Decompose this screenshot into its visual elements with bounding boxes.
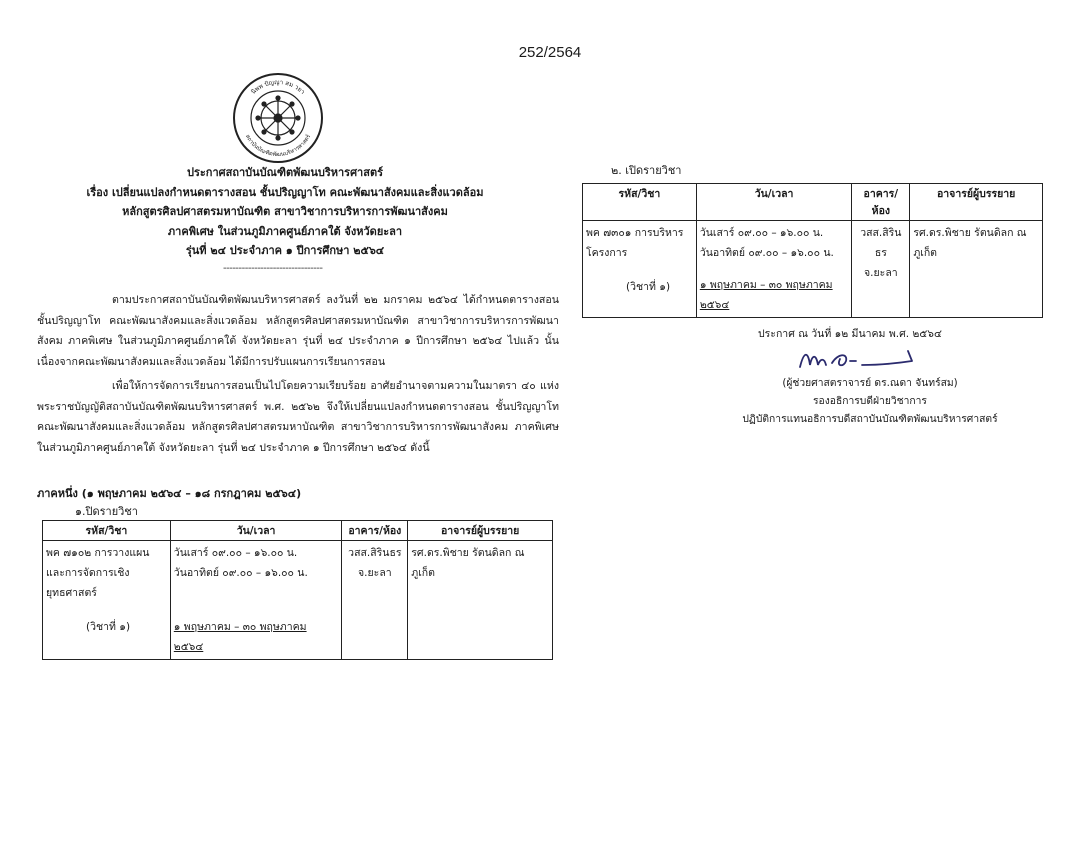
room-line: วสส.สิรินธร	[348, 547, 402, 559]
room-line: วสส.สิรินธร	[860, 227, 902, 259]
date-range: ๑ พฤษภาคม – ๓๐ พฤษภาคม ๒๕๖๔	[173, 621, 307, 653]
document-number: 252/2564	[518, 44, 582, 61]
course-code-cell	[43, 541, 171, 660]
announcement-header	[70, 163, 500, 261]
course-code-line: พค ๗๓๐๑ การบริหาร	[586, 227, 684, 239]
table-header-row	[43, 521, 553, 541]
header-line-4: ภาคพิเศษ ในส่วนภูมิภาคศูนย์ภาคใต้ จังหวัดยะลา	[167, 224, 403, 238]
handwritten-signature	[796, 345, 916, 375]
signer-position: รองอธิการบดีฝ่ายวิชาการ	[813, 395, 927, 407]
seal-top-text: นิพพ ปัญญา สม วยา	[250, 78, 307, 96]
header-room: อาคาร/ห้อง	[852, 184, 910, 221]
header-lecturer: อาจารย์ผู้บรรยาย	[910, 184, 1043, 221]
body-paragraph-1: ตามประกาศสถาบันบัณฑิตพัฒนบริหารศาสตร์ ลงวันที่ ๒๒ มกราคม ๒๕๖๔ ได้กำหนดตารางสอนชั้นปริญญาโท คณะพัฒนาสังคมและสิ่งแวดล้อม หลักสูตรศิลปศาสตรมหาบัณฑิต สาขาวิชาการบริหารการพัฒนาสังคม ภาคพิเศษ ในส่วนภูมิภาคศูนย์ภาคใต้ จังหวัดยะลา รุ่นที่ ๒๔ ประจำภาค ๑ ปีการศึกษา ๒๕๖๔ ไปแล้ว นั้น เนื่องจากคณะพัฒนาสังคมและสิ่งแวดล้อม ได้มีการปรับแผนการเรียนการสอน	[37, 294, 559, 368]
header-line-2: เรื่อง เปลี่ยนแปลงกำหนดตารางสอน ชั้นปริญญาโท คณะพัฒนาสังคมและสิ่งแวดล้อม	[86, 185, 484, 199]
signer-name: (ผู้ช่วยศาสตราจารย์ ดร.ณดา จันทร์สม)	[782, 377, 958, 389]
section-2-title: ๒. เปิดรายวิชา	[611, 164, 682, 177]
course-number: (วิชาที่ ๑)	[86, 621, 131, 633]
room-line: จ.ยะลา	[358, 567, 392, 579]
header-rule: --------------------------------	[223, 263, 323, 274]
signer-acting-position: ปฏิบัติการแทนอธิการบดีสถาบันบัณฑิตพัฒนบริหารศาสตร์	[742, 413, 998, 425]
term-heading: ภาคหนึ่ง (๑ พฤษภาคม ๒๕๖๔ – ๑๘ กรกฎาคม ๒๕๖๔)	[37, 487, 302, 500]
course-code-line: โครงการ	[586, 247, 628, 259]
room-cell	[852, 221, 910, 318]
header-code: รหัส/วิชา	[43, 521, 171, 541]
schedule-line: วันอาทิตย์ ๐๙.๐๐ – ๑๖.๐๐ น.	[173, 567, 308, 579]
seal-bottom-text: สถาบันบัณฑิตพัฒนบริหารศาสตร์	[243, 133, 313, 159]
room-cell	[342, 541, 408, 660]
table-row	[583, 221, 1043, 318]
course-code-line: และการจัดการเชิง	[46, 567, 130, 579]
header-line-3: หลักสูตรศิลปศาสตรมหาบัณฑิต สาขาวิชาการบริหารการพัฒนาสังคม	[122, 205, 448, 218]
opened-course-table	[582, 183, 1043, 318]
lecturer-cell: รศ.ดร.พิชาย รัตนดิลก ณ ภูเก็ต	[408, 541, 553, 660]
schedule-line: วันเสาร์ ๐๙.๐๐ – ๑๖.๐๐ น.	[699, 227, 824, 239]
date-range: ๑ พฤษภาคม – ๓๐ พฤษภาคม ๒๕๖๔	[699, 279, 833, 311]
institution-seal	[232, 72, 324, 164]
table-row	[43, 541, 553, 660]
announcement-date: ประกาศ ณ วันที่ ๑๒ มีนาคม พ.ศ. ๒๕๖๔	[758, 328, 942, 340]
lecturer-cell: รศ.ดร.พิชาย รัตนดิลก ณ ภูเก็ต	[910, 221, 1043, 318]
schedule-cell	[170, 541, 342, 660]
course-code-line: ยุทธศาสตร์	[46, 587, 97, 599]
header-line-5: รุ่นที่ ๒๔ ประจำภาค ๑ ปีการศึกษา ๒๕๖๔	[185, 244, 385, 257]
header-code: รหัส/วิชา	[583, 184, 697, 221]
course-code-line: พค ๗๑๐๒ การวางแผน	[46, 547, 150, 559]
signer-block	[740, 374, 1000, 428]
header-lecturer: อาจารย์ผู้บรรยาย	[408, 521, 553, 541]
header-time: วัน/เวลา	[170, 521, 342, 541]
course-number: (วิชาที่ ๑)	[626, 281, 671, 293]
room-line: จ.ยะลา	[864, 267, 898, 279]
schedule-line: วันอาทิตย์ ๐๙.๐๐ – ๑๖.๐๐ น.	[699, 247, 834, 259]
body-paragraph-2: เพื่อให้การจัดการเรียนการสอนเป็นไปโดยความเรียบร้อย อาศัยอำนาจตามความในมาตรา ๔๐ แห่งพระราชบัญญัติสถาบันบัณฑิตพัฒนบริหารศาสตร์ พ.ศ. ๒๕๖๒ จึงให้เปลี่ยนแปลงกำหนดตารางสอน ชั้นปริญญาโท คณะพัฒนาสังคมและสิ่งแวดล้อม หลักสูตรศิลปศาสตรมหาบัณฑิต สาขาวิชาการบริหารการพัฒนาสังคม ภาคพิเศษ ในส่วนภูมิภาคศูนย์ภาคใต้ จังหวัดยะลา รุ่นที่ ๒๔ ประจำภาค ๑ ปีการศึกษา ๒๕๖๔ ดังนี้	[37, 380, 559, 454]
course-code-cell	[583, 221, 697, 318]
header-time: วัน/เวลา	[696, 184, 852, 221]
section-1-title: ๑.ปิดรายวิชา	[75, 505, 138, 518]
schedule-line: วันเสาร์ ๐๙.๐๐ – ๑๖.๐๐ น.	[173, 547, 298, 559]
header-room: อาคาร/ห้อง	[342, 521, 408, 541]
header-line-1: ประกาศสถาบันบัณฑิตพัฒนบริหารศาสตร์	[187, 166, 383, 179]
closed-course-table	[42, 520, 553, 660]
schedule-cell	[696, 221, 852, 318]
svg-text:นิพพ ปัญญา สม วยา	[250, 79, 306, 96]
table-header-row	[583, 184, 1043, 221]
dharma-wheel-icon	[256, 96, 300, 140]
